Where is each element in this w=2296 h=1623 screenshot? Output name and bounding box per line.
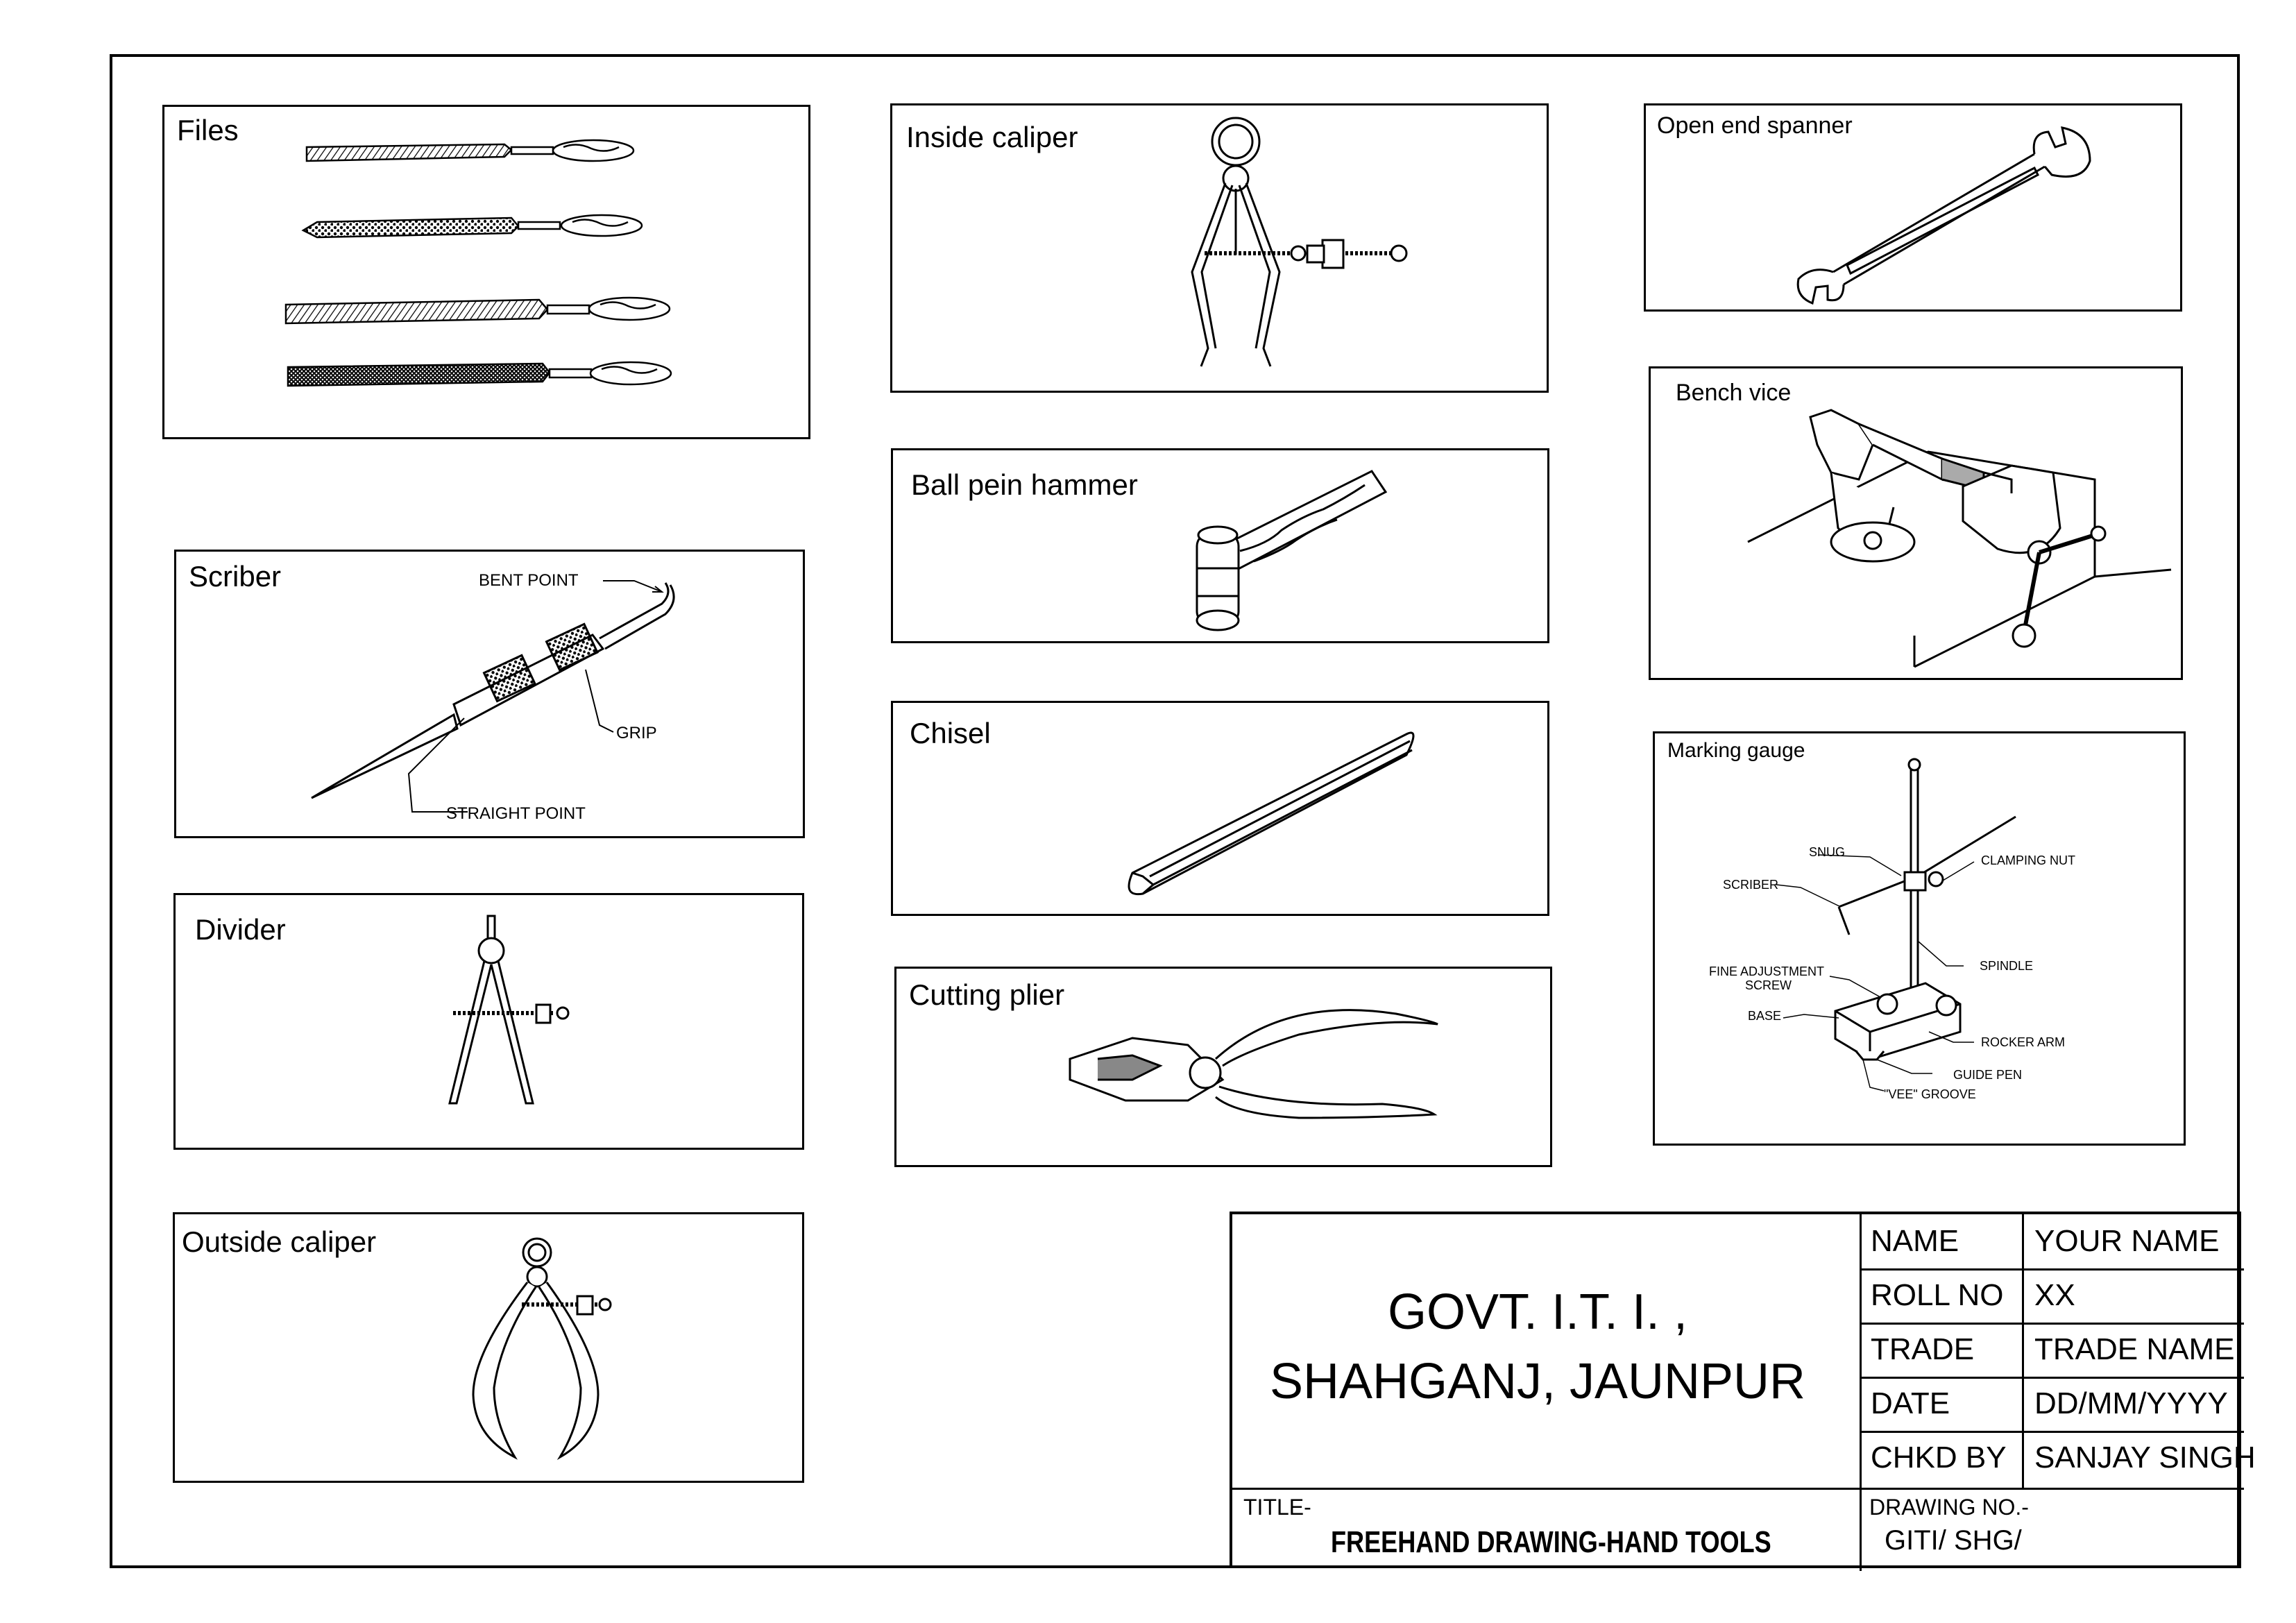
school-name-line2: SHAHGANJ, JAUNPUR bbox=[1269, 1354, 1806, 1409]
tb-roll-value: XX bbox=[2034, 1278, 2075, 1312]
tb-row-line bbox=[1860, 1431, 2244, 1433]
open-end-spanner-panel bbox=[1644, 103, 2182, 312]
gauge-clamping-nut-label: CLAMPING NUT bbox=[1981, 853, 2076, 867]
marking-gauge-panel bbox=[1653, 731, 2186, 1146]
tb-row-line bbox=[1860, 1323, 2244, 1325]
tb-row-line bbox=[1860, 1377, 2244, 1379]
chisel-illustration bbox=[893, 703, 1551, 918]
title-block bbox=[1230, 1212, 2256, 1568]
cutting-plier-label: Cutting plier bbox=[909, 978, 1065, 1011]
marking-gauge-label: Marking gauge bbox=[1667, 739, 1805, 762]
gauge-spindle-label: SPINDLE bbox=[1980, 959, 2034, 973]
ball-pein-hammer-panel bbox=[891, 448, 1549, 643]
tb-drawing-no-label: DRAWING NO.- bbox=[1869, 1495, 2029, 1520]
flat-file bbox=[307, 140, 633, 161]
open-end-spanner-label: Open end spanner bbox=[1657, 112, 1853, 139]
marking-gauge-illustration bbox=[1655, 733, 2188, 1148]
tb-name-value: YOUR NAME bbox=[2034, 1224, 2220, 1258]
gauge-screw-label: SCREW bbox=[1745, 978, 1792, 992]
outside-caliper-label: Outside caliper bbox=[182, 1225, 377, 1258]
school-name-line1: GOVT. I.T. I. , bbox=[1387, 1284, 1688, 1340]
tb-roll-label: ROLL NO bbox=[1871, 1278, 2004, 1312]
round-file bbox=[303, 215, 642, 237]
gauge-guide-pen-label: GUIDE PEN bbox=[1953, 1068, 2023, 1082]
gauge-scriber-label: SCRIBER bbox=[1723, 878, 1779, 892]
tb-title-label: TITLE- bbox=[1243, 1495, 1311, 1520]
gauge-snug-label: SNUG bbox=[1809, 845, 1846, 859]
gauge-fine-adjustment-label: FINE ADJUSTMENT bbox=[1709, 965, 1825, 978]
divider-label: Divider bbox=[195, 913, 286, 946]
scriber-illustration bbox=[176, 552, 807, 840]
tb-chkd-label: CHKD BY bbox=[1871, 1441, 2007, 1475]
scriber-panel bbox=[174, 550, 805, 838]
tb-trade-value: TRADE NAME bbox=[2034, 1332, 2235, 1366]
inside-caliper-panel bbox=[890, 103, 1549, 393]
bastard-file bbox=[288, 362, 671, 386]
chisel-panel bbox=[891, 701, 1549, 916]
ball-pein-hammer-label: Ball pein hammer bbox=[911, 468, 1138, 501]
tb-date-label: DATE bbox=[1871, 1386, 1950, 1420]
tb-drawing-no-value: GITI/ SHG/ bbox=[1885, 1525, 2022, 1556]
tb-date-value: DD/MM/YYYY bbox=[2034, 1386, 2228, 1420]
tb-col-divider bbox=[2022, 1214, 2024, 1488]
tb-title-value: FREEHAND DRAWING-HAND TOOLS bbox=[1331, 1525, 1771, 1559]
bench-vice-panel bbox=[1649, 366, 2183, 680]
scriber-grip-label: GRIP bbox=[616, 724, 657, 742]
gauge-rocker-arm-label: ROCKER ARM bbox=[1981, 1035, 2066, 1049]
chisel-label: Chisel bbox=[910, 717, 991, 749]
gauge-vee-groove-label: "VEE" GROOVE bbox=[1884, 1087, 1976, 1101]
half-round-file bbox=[286, 298, 670, 323]
scriber-label: Scriber bbox=[189, 560, 282, 593]
scriber-bent-point-label: BENT POINT bbox=[479, 571, 579, 590]
tb-divider-horizontal bbox=[1232, 1488, 2244, 1490]
tb-name-label: NAME bbox=[1871, 1224, 1959, 1258]
outside-caliper-panel bbox=[173, 1212, 804, 1483]
inside-caliper-label: Inside caliper bbox=[906, 121, 1078, 153]
gauge-base-label: BASE bbox=[1748, 1009, 1782, 1023]
cutting-plier-panel bbox=[894, 967, 1552, 1167]
files-illustration bbox=[164, 107, 813, 441]
files-label: Files bbox=[177, 114, 239, 146]
tb-chkd-value: SANJAY SINGH bbox=[2034, 1441, 2256, 1475]
bench-vice-label: Bench vice bbox=[1676, 380, 1792, 406]
scriber-straight-point-label: STRAIGHT POINT bbox=[446, 804, 586, 823]
tb-row-line bbox=[1860, 1268, 2244, 1271]
files-panel bbox=[162, 105, 810, 439]
bench-vice-illustration bbox=[1651, 368, 2185, 682]
divider-panel bbox=[173, 893, 804, 1150]
tb-trade-label: TRADE bbox=[1871, 1332, 1975, 1366]
